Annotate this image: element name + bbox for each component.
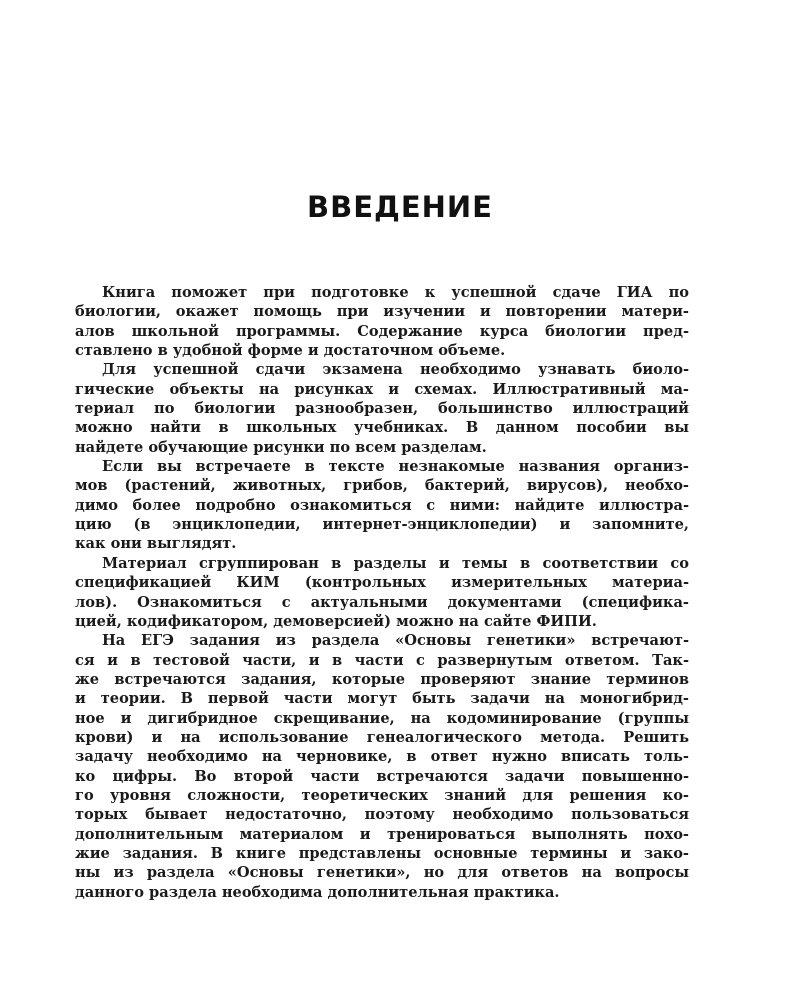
text-line: можно найти в школьных учебниках. В данном пособии вы xyxy=(75,419,689,437)
text-line: и теории. В первой части могут быть задачи на моногибрид- xyxy=(75,690,689,708)
text-line: ны из раздела «Основы генетики», но для ответов на вопросы xyxy=(75,864,689,882)
text-line: спецификацией КИМ (контрольных измерительных материа- xyxy=(75,574,689,592)
text-line: задачу необходимо на черновике, в ответ нужно вписать толь- xyxy=(75,748,689,766)
text-line: ся и в тестовой части, и в части с развернутым ответом. Так- xyxy=(75,651,689,669)
text-line: цией, кодификатором, демоверсией) можно на сайте ФИПИ. xyxy=(75,612,597,630)
text-line: го уровня сложности, теоретических знаний для решения ко- xyxy=(75,786,689,804)
text-line: крови) и на использование генеалогического метода. Решить xyxy=(75,728,689,746)
text-line: Книга поможет при подготовке к успешной сдаче ГИА по xyxy=(102,284,689,301)
text-line: ко цифры. Во второй части встречаются задачи повышенно- xyxy=(75,767,689,785)
text-line: Для успешной сдачи экзамена необходимо узнавать биоло- xyxy=(102,361,689,379)
text-line: мов (растений, животных, грибов, бактерий, вирусов), необхо- xyxy=(75,477,689,495)
text-line: териал по биологии разнообразен, большинство иллюстраций xyxy=(75,400,689,418)
paragraph-1 xyxy=(75,283,689,360)
text-line: цию (в энциклопедии, интернет-энциклопедии) и запомните, xyxy=(75,516,689,534)
text-line: дополнительным материалом и тренироваться выполнять похо- xyxy=(75,825,689,843)
text-line: как они выглядят. xyxy=(75,535,237,553)
text-line: лов). Ознакомиться с актуальными документами (специфика- xyxy=(75,593,689,611)
paragraph-3 xyxy=(75,457,689,554)
body-text xyxy=(75,283,689,902)
text-line: димо более подробно ознакомиться с ними: найдите иллюстра- xyxy=(75,496,689,514)
text-line: На ЕГЭ задания из раздела «Основы генетики» встречают- xyxy=(102,632,689,650)
paragraph-4 xyxy=(75,554,689,631)
paragraph-2 xyxy=(75,360,689,457)
text-line: ставлено в удобной форме и достаточном объеме. xyxy=(75,342,506,360)
page-title: ВВЕДЕНИЕ xyxy=(306,190,493,224)
text-line: же встречаются задания, которые проверяют знание терминов xyxy=(75,670,689,688)
text-line: данного раздела необходима дополнительная практика. xyxy=(75,883,560,901)
text-line: жие задания. В книге представлены основные термины и зако- xyxy=(75,844,689,862)
text-line: алов школьной программы. Содержание курса биологии пред- xyxy=(75,322,689,340)
text-line: ное и дигибридное скрещивание, на кодоминирование (группы xyxy=(75,709,689,727)
paragraph-5 xyxy=(75,631,689,902)
text-line: торых бывает недостаточно, поэтому необходимо пользоваться xyxy=(75,806,689,824)
text-line: найдете обучающие рисунки по всем разделам. xyxy=(75,438,487,456)
text-line: биологии, окажет помощь при изучении и повторении матери- xyxy=(75,303,689,321)
text-line: Если вы встречаете в тексте незнакомые названия организ- xyxy=(102,458,689,476)
text-line: гические объекты на рисунках и схемах. Иллюстративный ма- xyxy=(75,380,689,398)
text-line: Материал сгруппирован в разделы и темы в соответствии со xyxy=(102,554,689,572)
